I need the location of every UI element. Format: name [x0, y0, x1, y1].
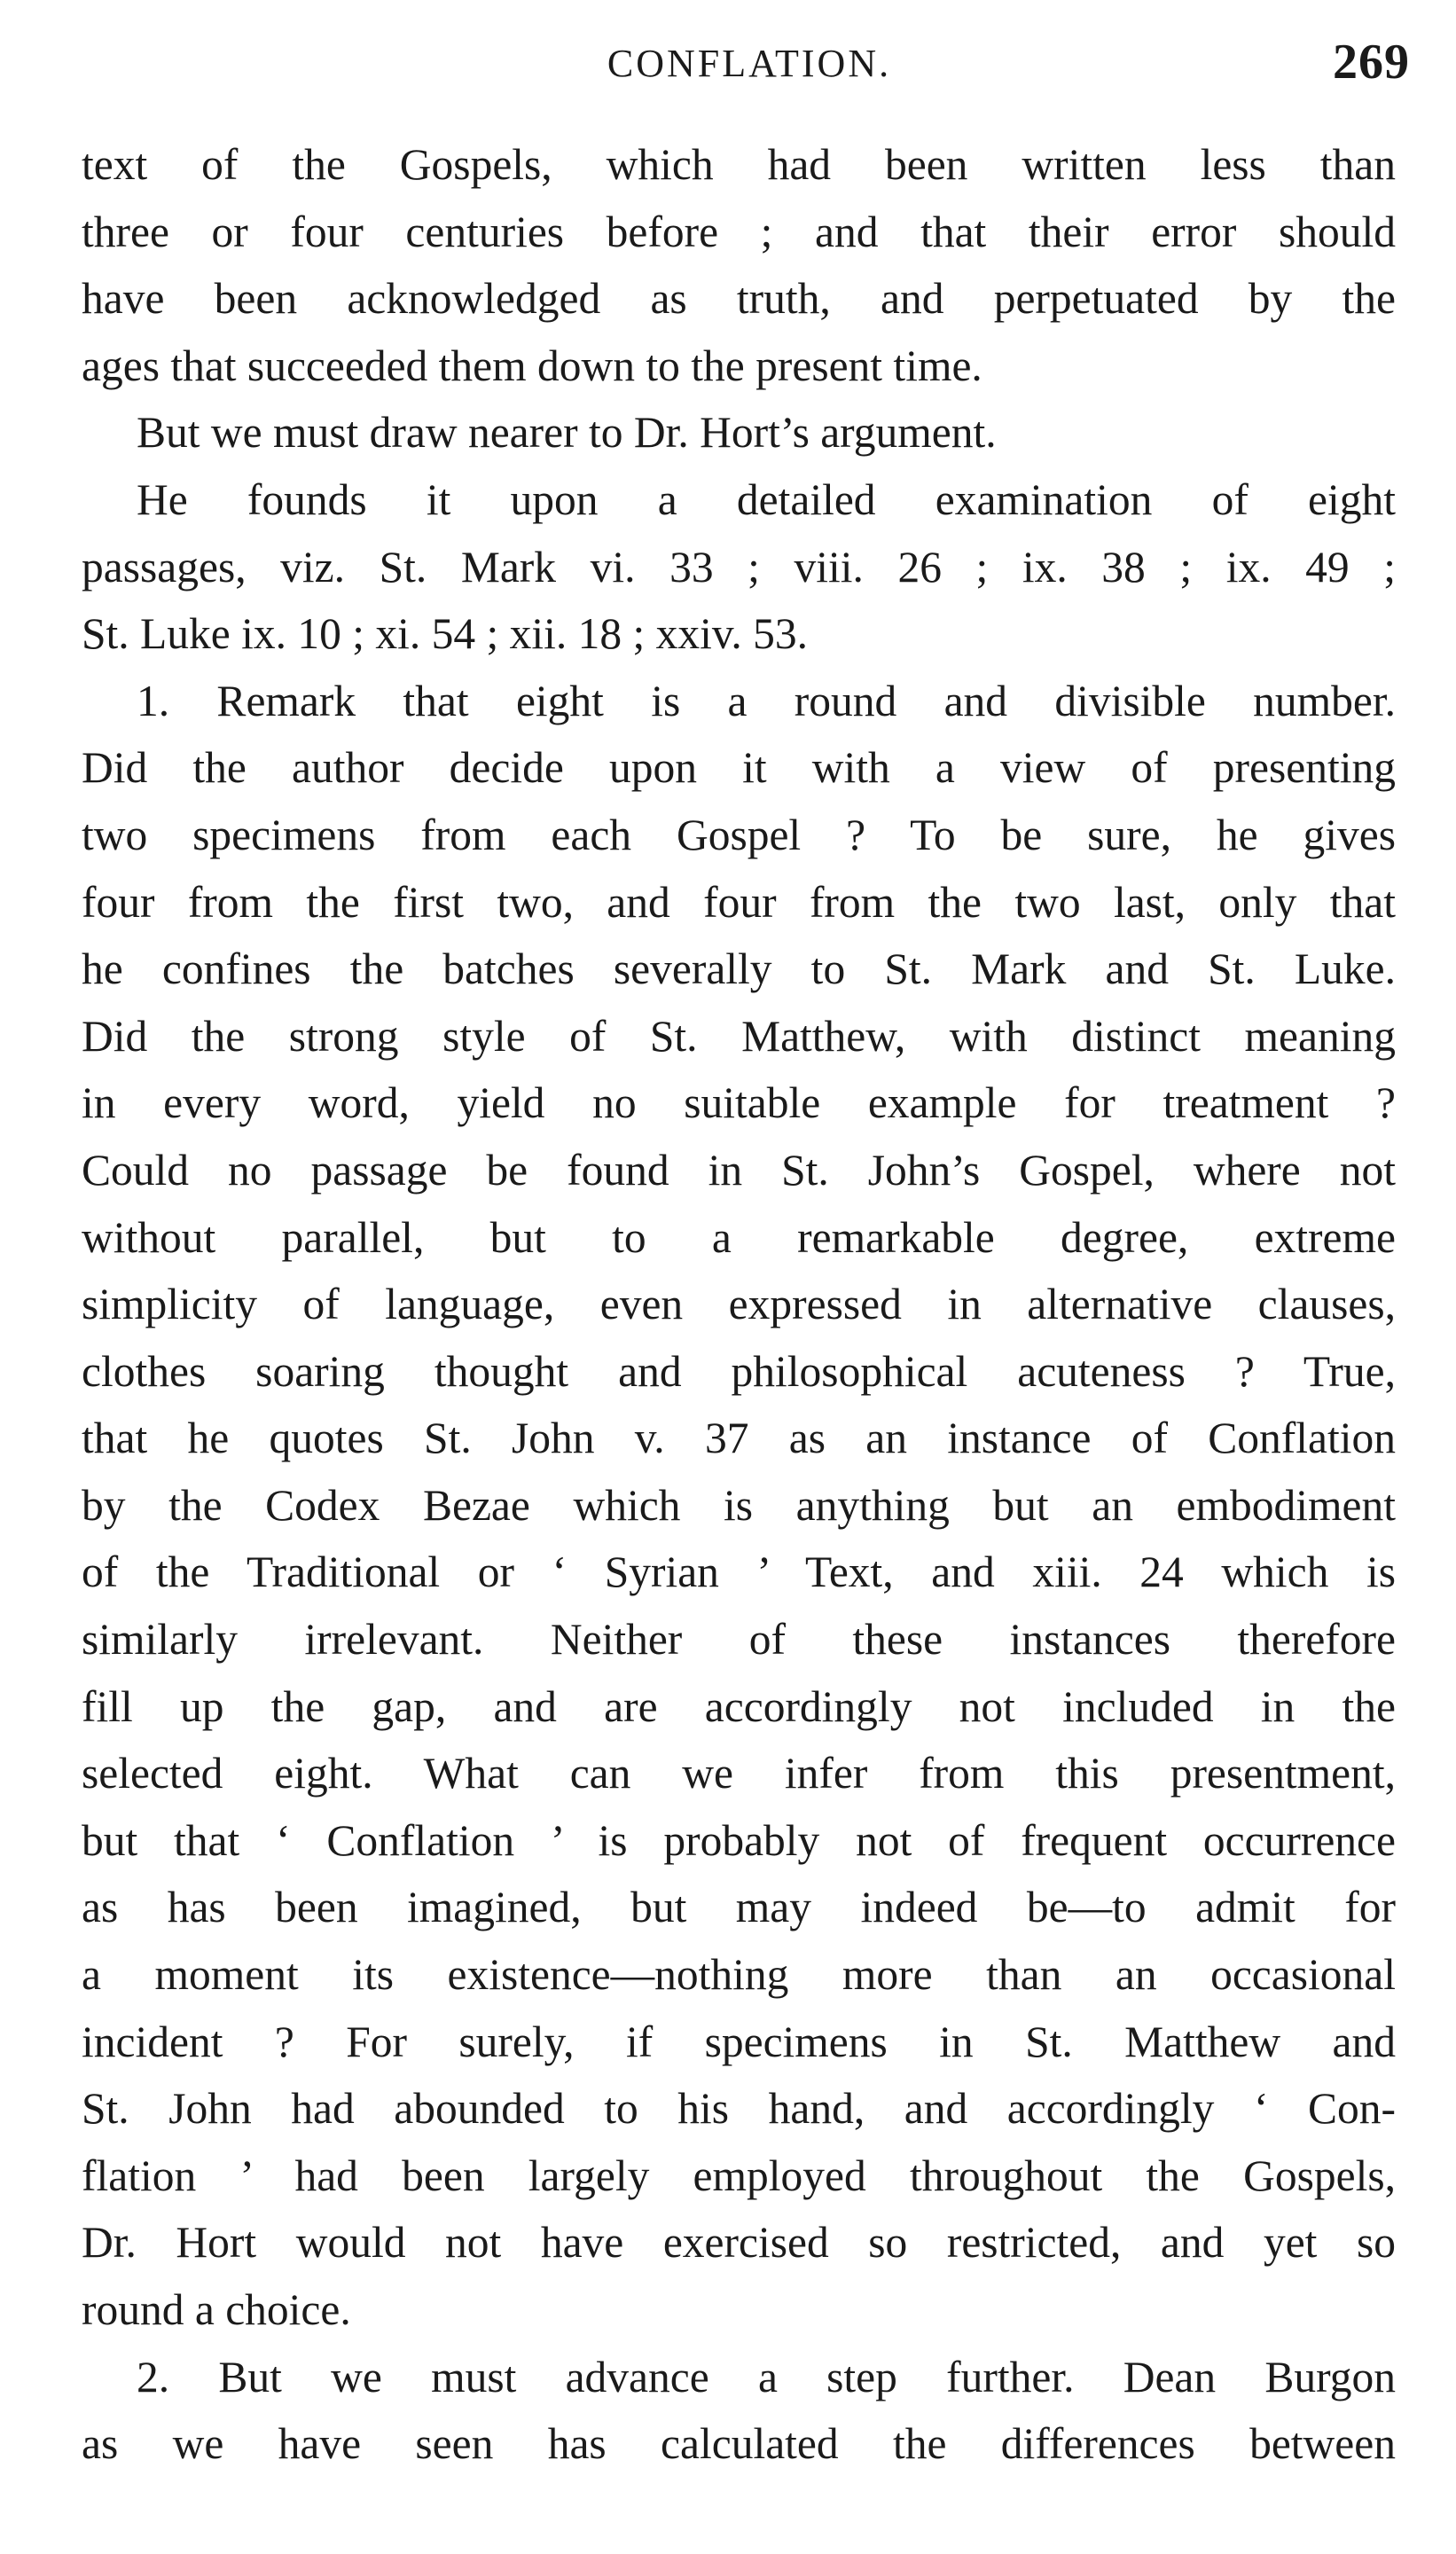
text-line: 1. Remark that eight is a round and divisible number. [137, 676, 1396, 725]
text-line: four from the first two, and four from the two last, only that [82, 877, 1396, 927]
text-line: without parallel, but to a remarkable degree, extreme [82, 1212, 1396, 1262]
text-line: fill up the gap, and are accordingly not included in the [82, 1681, 1396, 1731]
text-line: St. John had abounded to his hand, and accordingly ‘ Con- [82, 2084, 1396, 2134]
text-line: passages, viz. St. Mark vi. 33 ; viii. 26 ; ix. 38 ; ix. 49 ; [82, 542, 1396, 591]
text-line: by the Codex Bezae which is anything but an embodiment [82, 1480, 1396, 1530]
text-line: have been acknowledged as truth, and perpetuated by the [82, 274, 1396, 324]
text-line: similarly irrelevant. Neither of these instances therefore [82, 1615, 1396, 1665]
running-head [89, 34, 1410, 96]
running-title: CONFLATION. [607, 42, 892, 85]
text-line: St. Luke ix. 10 ; xi. 54 ; xii. 18 ; xxiv. 53. [82, 609, 809, 659]
text-line: Dr. Hort would not have exercised so restricted, and yet so [82, 2218, 1396, 2268]
text-line: round a choice. [82, 2285, 351, 2334]
text-line: flation ’ had been largely employed throughout the Gospels, [82, 2151, 1396, 2200]
text-line: as has been imagined, but may indeed be—to admit for [82, 1883, 1396, 1932]
text-line: that he quotes St. John v. 37 as an instance of Conflation [82, 1414, 1396, 1463]
text-line: three or four centuries before ; and that their error should [82, 207, 1396, 256]
text-line: text of the Gospels, which had been written less than [82, 140, 1396, 189]
text-line: clothes soaring thought and philosophical acuteness ? True, [82, 1346, 1396, 1396]
text-line: as we have seen has calculated the differences between [82, 2419, 1396, 2469]
text-line: He founds it upon a detailed examination of eight [137, 474, 1396, 524]
text-line: a moment its existence—nothing more than an occasional [82, 1950, 1396, 2000]
text-line: Could no passage be found in St. John’s Gospel, where not [82, 1145, 1396, 1195]
body-text [82, 131, 1396, 2478]
text-line: Did the author decide upon it with a view of presenting [82, 743, 1396, 793]
text-line: two specimens from each Gospel ? To be sure, he gives [82, 810, 1396, 859]
text-line: simplicity of language, even expressed in alternative clauses, [82, 1280, 1396, 1329]
text-line: incident ? For surely, if specimens in St. Matthew and [82, 2017, 1396, 2066]
text-line: he confines the batches severally to St. Mark and St. Luke. [82, 944, 1396, 994]
text-line: but that ‘ Conflation ’ is probably not of frequent occurrence [82, 1815, 1396, 1865]
text-line: ages that succeeded them down to the present time. [82, 341, 982, 390]
text-line: Did the strong style of St. Matthew, with distinct meaning [82, 1011, 1396, 1061]
text-line: But we must draw nearer to Dr. Hort’s argument. [137, 408, 997, 458]
text-line: of the Traditional or ‘ Syrian ’ Text, and xiii. 24 which is [82, 1547, 1396, 1597]
text-line: 2. But we must advance a step further. Dean Burgon [137, 2352, 1396, 2401]
page-number: 269 [1333, 35, 1410, 90]
text-line: selected eight. What can we infer from this presentment, [82, 1749, 1396, 1798]
text-line: in every word, yield no suitable example for treatment ? [82, 1078, 1396, 1128]
